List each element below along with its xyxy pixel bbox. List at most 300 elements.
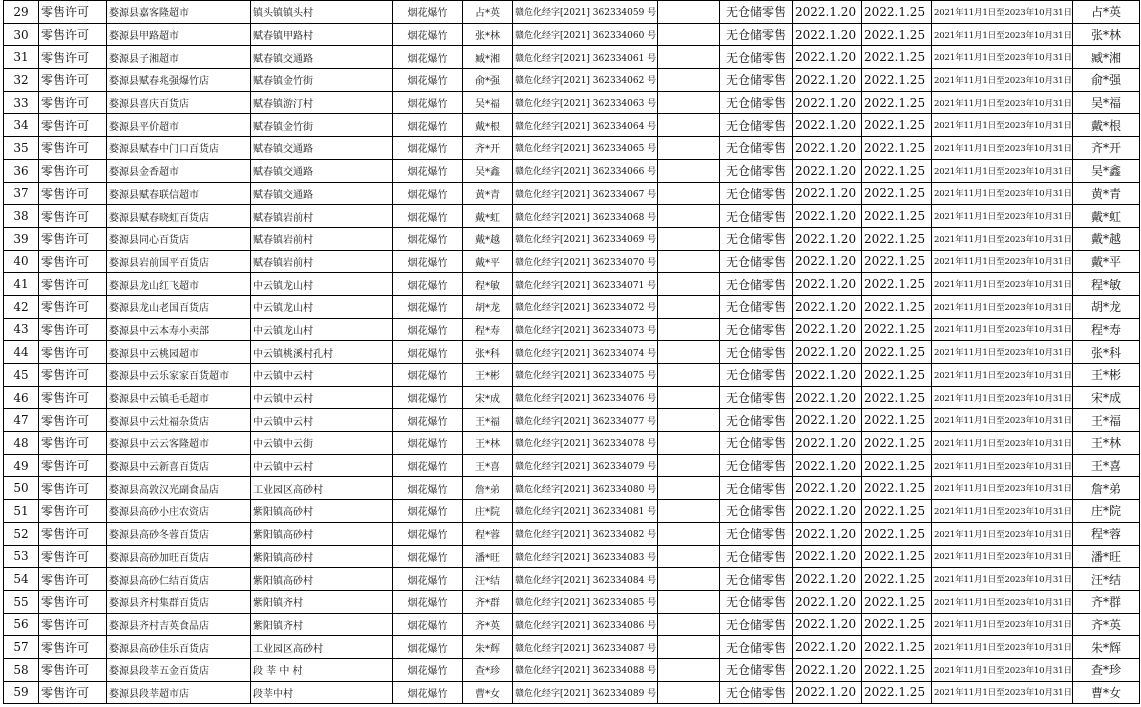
legal-representative: 戴*根 (1073, 114, 1140, 137)
issue-date: 2022.1.20 (793, 318, 862, 341)
row-number: 49 (4, 454, 39, 477)
decision-date: 2022.1.25 (862, 182, 932, 205)
issue-date: 2022.1.20 (793, 477, 862, 500)
validity-period: 2021年11月1日至2023年10月31日 (932, 681, 1073, 704)
responsible-person: 汪*结 (463, 568, 513, 591)
store-name: 婺源县高敦汉光副食品店 (107, 477, 251, 500)
table-row (4, 318, 1140, 341)
business-mode: 无仓储零售 (720, 205, 793, 228)
store-name: 婺源县中云桃园超市 (107, 341, 251, 364)
issue-date: 2022.1.20 (793, 681, 862, 704)
store-name: 婺源县段莘超市店 (107, 681, 251, 704)
license-number: 赣危化经字[2021] 362334077 号 (513, 409, 658, 432)
business-mode: 无仓储零售 (720, 114, 793, 137)
issue-date: 2022.1.20 (793, 364, 862, 387)
row-number: 59 (4, 681, 39, 704)
license-type: 零售许可 (39, 273, 107, 296)
product-category: 烟花爆竹 (393, 114, 463, 137)
issue-date: 2022.1.20 (793, 182, 862, 205)
row-number: 35 (4, 137, 39, 160)
empty-cell (658, 91, 720, 114)
business-mode: 无仓储零售 (720, 613, 793, 636)
license-type: 零售许可 (39, 658, 107, 681)
product-category: 烟花爆竹 (393, 454, 463, 477)
decision-date: 2022.1.25 (862, 364, 932, 387)
issue-date: 2022.1.20 (793, 23, 862, 46)
product-category: 烟花爆竹 (393, 46, 463, 69)
license-type: 零售许可 (39, 500, 107, 523)
table-row (4, 295, 1140, 318)
decision-date: 2022.1.25 (862, 159, 932, 182)
validity-period: 2021年11月1日至2023年10月31日 (932, 500, 1073, 523)
table-row (4, 386, 1140, 409)
empty-cell (658, 432, 720, 455)
decision-date: 2022.1.25 (862, 114, 932, 137)
store-address: 紫阳镇高砂村 (251, 545, 393, 568)
validity-period: 2021年11月1日至2023年10月31日 (932, 432, 1073, 455)
row-number: 46 (4, 386, 39, 409)
row-number: 52 (4, 522, 39, 545)
business-mode: 无仓储零售 (720, 454, 793, 477)
business-mode: 无仓储零售 (720, 227, 793, 250)
license-type: 零售许可 (39, 454, 107, 477)
license-number: 赣危化经字[2021] 362334062 号 (513, 69, 658, 92)
empty-cell (658, 295, 720, 318)
store-name: 婺源县岩前国平百货店 (107, 250, 251, 273)
decision-date: 2022.1.25 (862, 46, 932, 69)
table-row (4, 477, 1140, 500)
row-number: 48 (4, 432, 39, 455)
business-mode: 无仓储零售 (720, 386, 793, 409)
business-mode: 无仓储零售 (720, 500, 793, 523)
license-number: 赣危化经字[2021] 362334067 号 (513, 182, 658, 205)
store-address: 赋春镇交通路 (251, 182, 393, 205)
row-number: 42 (4, 295, 39, 318)
validity-period: 2021年11月1日至2023年10月31日 (932, 227, 1073, 250)
decision-date: 2022.1.25 (862, 545, 932, 568)
validity-period: 2021年11月1日至2023年10月31日 (932, 69, 1073, 92)
validity-period: 2021年11月1日至2023年10月31日 (932, 590, 1073, 613)
decision-date: 2022.1.25 (862, 318, 932, 341)
legal-representative: 程*敏 (1073, 273, 1140, 296)
empty-cell (658, 364, 720, 387)
table-row (4, 159, 1140, 182)
row-number: 31 (4, 46, 39, 69)
store-address: 赋春镇交通路 (251, 137, 393, 160)
license-type: 零售许可 (39, 341, 107, 364)
license-number: 赣危化经字[2021] 362334072 号 (513, 295, 658, 318)
license-type: 零售许可 (39, 46, 107, 69)
responsible-person: 齐*群 (463, 590, 513, 613)
license-number: 赣危化经字[2021] 362334083 号 (513, 545, 658, 568)
decision-date: 2022.1.25 (862, 613, 932, 636)
table-row (4, 500, 1140, 523)
empty-cell (658, 658, 720, 681)
issue-date: 2022.1.20 (793, 1, 862, 24)
license-type: 零售许可 (39, 590, 107, 613)
table-row (4, 1, 1140, 24)
table-body (4, 1, 1140, 704)
empty-cell (658, 522, 720, 545)
business-mode: 无仓储零售 (720, 545, 793, 568)
responsible-person: 王*彬 (463, 364, 513, 387)
product-category: 烟花爆竹 (393, 568, 463, 591)
business-mode: 无仓储零售 (720, 250, 793, 273)
table-row (4, 91, 1140, 114)
decision-date: 2022.1.25 (862, 590, 932, 613)
business-mode: 无仓储零售 (720, 159, 793, 182)
decision-date: 2022.1.25 (862, 227, 932, 250)
empty-cell (658, 590, 720, 613)
business-mode: 无仓储零售 (720, 1, 793, 24)
store-address: 中云镇中云村 (251, 386, 393, 409)
business-mode: 无仓储零售 (720, 409, 793, 432)
store-address: 赋春镇岩前村 (251, 227, 393, 250)
decision-date: 2022.1.25 (862, 23, 932, 46)
store-name: 婺源县中云灶福杂货店 (107, 409, 251, 432)
table-row (4, 137, 1140, 160)
row-number: 43 (4, 318, 39, 341)
license-number: 赣危化经字[2021] 362334068 号 (513, 205, 658, 228)
product-category: 烟花爆竹 (393, 250, 463, 273)
issue-date: 2022.1.20 (793, 114, 862, 137)
legal-representative: 庄*院 (1073, 500, 1140, 523)
store-name: 婺源县龙山老国百货店 (107, 295, 251, 318)
empty-cell (658, 341, 720, 364)
product-category: 烟花爆竹 (393, 69, 463, 92)
store-address: 中云镇中云街 (251, 432, 393, 455)
empty-cell (658, 1, 720, 24)
license-type: 零售许可 (39, 114, 107, 137)
row-number: 39 (4, 227, 39, 250)
license-type: 零售许可 (39, 318, 107, 341)
license-type: 零售许可 (39, 568, 107, 591)
legal-representative: 曹*女 (1073, 681, 1140, 704)
responsible-person: 王*福 (463, 409, 513, 432)
row-number: 47 (4, 409, 39, 432)
product-category: 烟花爆竹 (393, 159, 463, 182)
store-name: 婺源县喜庆百货店 (107, 91, 251, 114)
responsible-person: 齐*英 (463, 613, 513, 636)
validity-period: 2021年11月1日至2023年10月31日 (932, 273, 1073, 296)
issue-date: 2022.1.20 (793, 91, 862, 114)
business-mode: 无仓储零售 (720, 295, 793, 318)
legal-representative: 俞*强 (1073, 69, 1140, 92)
license-number: 赣危化经字[2021] 362334089 号 (513, 681, 658, 704)
store-name: 婺源县甲路超市 (107, 23, 251, 46)
license-number: 赣危化经字[2021] 362334060 号 (513, 23, 658, 46)
decision-date: 2022.1.25 (862, 681, 932, 704)
table-row (4, 681, 1140, 704)
row-number: 58 (4, 658, 39, 681)
issue-date: 2022.1.20 (793, 409, 862, 432)
legal-representative: 吴*福 (1073, 91, 1140, 114)
issue-date: 2022.1.20 (793, 137, 862, 160)
issue-date: 2022.1.20 (793, 432, 862, 455)
business-mode: 无仓储零售 (720, 590, 793, 613)
license-type: 零售许可 (39, 409, 107, 432)
store-address: 赋春镇交通路 (251, 46, 393, 69)
empty-cell (658, 182, 720, 205)
license-number: 赣危化经字[2021] 362334074 号 (513, 341, 658, 364)
license-number: 赣危化经字[2021] 362334079 号 (513, 454, 658, 477)
license-type: 零售许可 (39, 182, 107, 205)
empty-cell (658, 613, 720, 636)
product-category: 烟花爆竹 (393, 409, 463, 432)
store-address: 中云镇中云村 (251, 409, 393, 432)
legal-representative: 齐*群 (1073, 590, 1140, 613)
responsible-person: 臧*湘 (463, 46, 513, 69)
legal-representative: 朱*辉 (1073, 636, 1140, 659)
product-category: 烟花爆竹 (393, 137, 463, 160)
license-type: 零售许可 (39, 1, 107, 24)
license-type: 零售许可 (39, 613, 107, 636)
license-number: 赣危化经字[2021] 362334069 号 (513, 227, 658, 250)
responsible-person: 王*喜 (463, 454, 513, 477)
responsible-person: 潘*旺 (463, 545, 513, 568)
license-type: 零售许可 (39, 364, 107, 387)
business-mode: 无仓储零售 (720, 681, 793, 704)
product-category: 烟花爆竹 (393, 522, 463, 545)
table-row (4, 636, 1140, 659)
license-type: 零售许可 (39, 23, 107, 46)
store-name: 婺源县中云本寿小卖部 (107, 318, 251, 341)
decision-date: 2022.1.25 (862, 432, 932, 455)
business-mode: 无仓储零售 (720, 318, 793, 341)
product-category: 烟花爆竹 (393, 681, 463, 704)
issue-date: 2022.1.20 (793, 341, 862, 364)
product-category: 烟花爆竹 (393, 590, 463, 613)
table-row (4, 182, 1140, 205)
legal-representative: 张*科 (1073, 341, 1140, 364)
issue-date: 2022.1.20 (793, 590, 862, 613)
table-row (4, 273, 1140, 296)
empty-cell (658, 159, 720, 182)
table-row (4, 250, 1140, 273)
business-mode: 无仓储零售 (720, 658, 793, 681)
legal-representative: 宋*成 (1073, 386, 1140, 409)
legal-representative: 戴*平 (1073, 250, 1140, 273)
responsible-person: 查*珍 (463, 658, 513, 681)
row-number: 34 (4, 114, 39, 137)
store-name: 婺源县金香超市 (107, 159, 251, 182)
table-row (4, 613, 1140, 636)
license-type: 零售许可 (39, 205, 107, 228)
store-name: 婺源县赋春兆强爆竹店 (107, 69, 251, 92)
license-number: 赣危化经字[2021] 362334070 号 (513, 250, 658, 273)
license-number: 赣危化经字[2021] 362334061 号 (513, 46, 658, 69)
business-mode: 无仓储零售 (720, 477, 793, 500)
legal-representative: 王*福 (1073, 409, 1140, 432)
decision-date: 2022.1.25 (862, 137, 932, 160)
product-category: 烟花爆竹 (393, 1, 463, 24)
decision-date: 2022.1.25 (862, 522, 932, 545)
decision-date: 2022.1.25 (862, 636, 932, 659)
legal-representative: 齐*英 (1073, 613, 1140, 636)
issue-date: 2022.1.20 (793, 227, 862, 250)
store-address: 赋春镇游汀村 (251, 91, 393, 114)
table-row (4, 341, 1140, 364)
responsible-person: 朱*辉 (463, 636, 513, 659)
license-type: 零售许可 (39, 69, 107, 92)
store-address: 中云镇中云村 (251, 364, 393, 387)
legal-representative: 张*林 (1073, 23, 1140, 46)
responsible-person: 庄*院 (463, 500, 513, 523)
validity-period: 2021年11月1日至2023年10月31日 (932, 46, 1073, 69)
table-row (4, 46, 1140, 69)
decision-date: 2022.1.25 (862, 250, 932, 273)
decision-date: 2022.1.25 (862, 568, 932, 591)
store-address: 紫阳镇齐村 (251, 590, 393, 613)
table-row (4, 69, 1140, 92)
business-mode: 无仓储零售 (720, 23, 793, 46)
business-mode: 无仓储零售 (720, 568, 793, 591)
decision-date: 2022.1.25 (862, 295, 932, 318)
row-number: 30 (4, 23, 39, 46)
row-number: 57 (4, 636, 39, 659)
store-address: 赋春镇金竹街 (251, 114, 393, 137)
row-number: 32 (4, 69, 39, 92)
table-row (4, 590, 1140, 613)
product-category: 烟花爆竹 (393, 364, 463, 387)
store-name: 婺源县高砂仁结百货店 (107, 568, 251, 591)
row-number: 38 (4, 205, 39, 228)
legal-representative: 齐*开 (1073, 137, 1140, 160)
store-name: 婺源县平价超市 (107, 114, 251, 137)
legal-representative: 王*林 (1073, 432, 1140, 455)
license-type: 零售许可 (39, 432, 107, 455)
validity-period: 2021年11月1日至2023年10月31日 (932, 454, 1073, 477)
decision-date: 2022.1.25 (862, 273, 932, 296)
responsible-person: 张*林 (463, 23, 513, 46)
legal-representative: 臧*湘 (1073, 46, 1140, 69)
empty-cell (658, 46, 720, 69)
table-row (4, 23, 1140, 46)
product-category: 烟花爆竹 (393, 636, 463, 659)
product-category: 烟花爆竹 (393, 91, 463, 114)
empty-cell (658, 636, 720, 659)
store-name: 婺源县高砂小庄农资店 (107, 500, 251, 523)
store-address: 中云镇桃溪村孔村 (251, 341, 393, 364)
issue-date: 2022.1.20 (793, 205, 862, 228)
table-row (4, 522, 1140, 545)
issue-date: 2022.1.20 (793, 386, 862, 409)
table-row (4, 545, 1140, 568)
legal-representative: 潘*旺 (1073, 545, 1140, 568)
issue-date: 2022.1.20 (793, 295, 862, 318)
empty-cell (658, 681, 720, 704)
license-number: 赣危化经字[2021] 362334059 号 (513, 1, 658, 24)
product-category: 烟花爆竹 (393, 500, 463, 523)
validity-period: 2021年11月1日至2023年10月31日 (932, 137, 1073, 160)
validity-period: 2021年11月1日至2023年10月31日 (932, 568, 1073, 591)
legal-representative: 戴*虹 (1073, 205, 1140, 228)
issue-date: 2022.1.20 (793, 522, 862, 545)
legal-representative: 查*珍 (1073, 658, 1140, 681)
validity-period: 2021年11月1日至2023年10月31日 (932, 295, 1073, 318)
license-number: 赣危化经字[2021] 362334073 号 (513, 318, 658, 341)
row-number: 53 (4, 545, 39, 568)
row-number: 50 (4, 477, 39, 500)
responsible-person: 吴*鑫 (463, 159, 513, 182)
issue-date: 2022.1.20 (793, 159, 862, 182)
store-name: 婺源县中云云客隆超市 (107, 432, 251, 455)
empty-cell (658, 545, 720, 568)
store-address: 赋春镇岩前村 (251, 250, 393, 273)
business-mode: 无仓储零售 (720, 69, 793, 92)
store-name: 婺源县中云新喜百货店 (107, 454, 251, 477)
responsible-person: 戴*越 (463, 227, 513, 250)
empty-cell (658, 137, 720, 160)
decision-date: 2022.1.25 (862, 69, 932, 92)
row-number: 44 (4, 341, 39, 364)
store-name: 婺源县段莘五金百货店 (107, 658, 251, 681)
store-address: 紫阳镇高砂村 (251, 522, 393, 545)
license-number: 赣危化经字[2021] 362334084 号 (513, 568, 658, 591)
responsible-person: 吴*福 (463, 91, 513, 114)
store-address: 段莘中村 (251, 681, 393, 704)
license-number: 赣危化经字[2021] 362334088 号 (513, 658, 658, 681)
validity-period: 2021年11月1日至2023年10月31日 (932, 386, 1073, 409)
license-number: 赣危化经字[2021] 362334066 号 (513, 159, 658, 182)
table-row (4, 114, 1140, 137)
product-category: 烟花爆竹 (393, 658, 463, 681)
store-name: 婺源县赋春联信超市 (107, 182, 251, 205)
legal-representative: 程*蓉 (1073, 522, 1140, 545)
table-row (4, 432, 1140, 455)
store-address: 赋春镇金竹街 (251, 69, 393, 92)
validity-period: 2021年11月1日至2023年10月31日 (932, 545, 1073, 568)
empty-cell (658, 386, 720, 409)
store-name: 婺源县齐村吉英食品店 (107, 613, 251, 636)
responsible-person: 占*英 (463, 1, 513, 24)
license-number: 赣危化经字[2021] 362334076 号 (513, 386, 658, 409)
product-category: 烟花爆竹 (393, 23, 463, 46)
row-number: 41 (4, 273, 39, 296)
issue-date: 2022.1.20 (793, 250, 862, 273)
empty-cell (658, 273, 720, 296)
decision-date: 2022.1.25 (862, 477, 932, 500)
decision-date: 2022.1.25 (862, 386, 932, 409)
row-number: 51 (4, 500, 39, 523)
license-number: 赣危化经字[2021] 362334078 号 (513, 432, 658, 455)
issue-date: 2022.1.20 (793, 273, 862, 296)
license-type: 零售许可 (39, 295, 107, 318)
store-address: 中云镇中云村 (251, 454, 393, 477)
empty-cell (658, 454, 720, 477)
store-address: 紫阳镇高砂村 (251, 500, 393, 523)
decision-date: 2022.1.25 (862, 658, 932, 681)
store-name: 婺源县赋春中门口百货店 (107, 137, 251, 160)
validity-period: 2021年11月1日至2023年10月31日 (932, 477, 1073, 500)
validity-period: 2021年11月1日至2023年10月31日 (932, 341, 1073, 364)
business-mode: 无仓储零售 (720, 137, 793, 160)
legal-representative: 詹*弟 (1073, 477, 1140, 500)
product-category: 烟花爆竹 (393, 205, 463, 228)
license-table (3, 0, 1140, 704)
issue-date: 2022.1.20 (793, 568, 862, 591)
decision-date: 2022.1.25 (862, 454, 932, 477)
license-type: 零售许可 (39, 91, 107, 114)
empty-cell (658, 69, 720, 92)
row-number: 54 (4, 568, 39, 591)
license-number: 赣危化经字[2021] 362334082 号 (513, 522, 658, 545)
empty-cell (658, 500, 720, 523)
empty-cell (658, 227, 720, 250)
validity-period: 2021年11月1日至2023年10月31日 (932, 205, 1073, 228)
legal-representative: 胡*龙 (1073, 295, 1140, 318)
table-row (4, 409, 1140, 432)
